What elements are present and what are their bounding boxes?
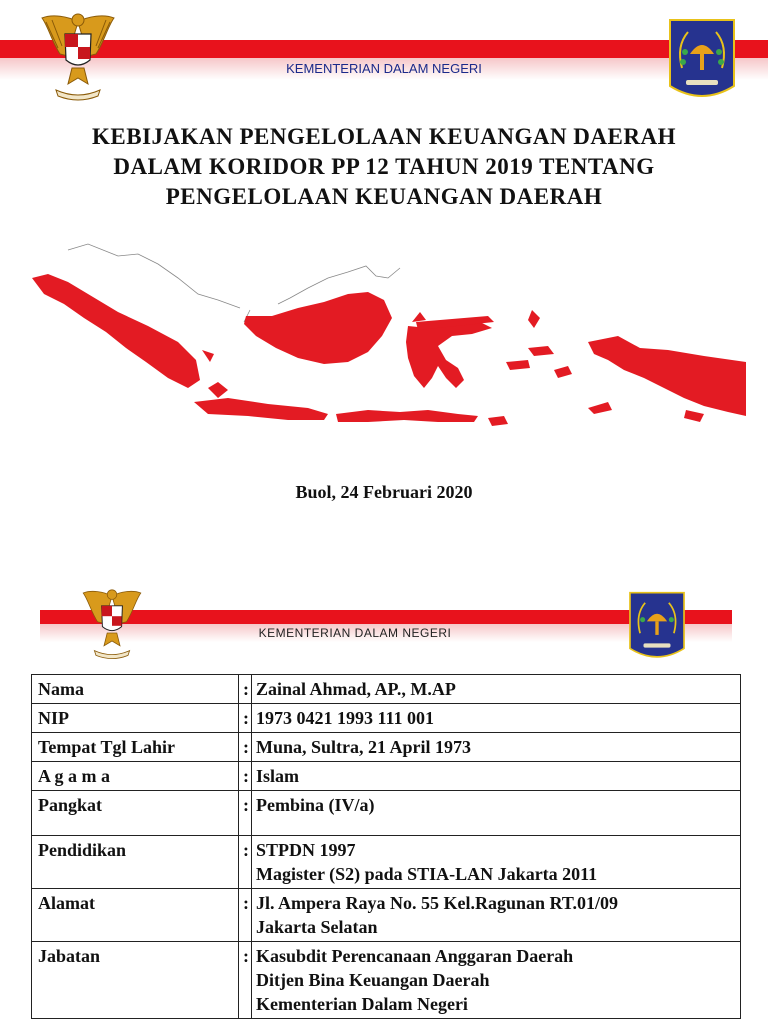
row-value-line: Ditjen Bina Keuangan Daerah xyxy=(256,970,490,990)
row-label: Pangkat xyxy=(32,791,239,836)
row-value-line: STPDN 1997 xyxy=(256,840,356,860)
row-value-line: Zainal Ahmad, AP., M.AP xyxy=(256,679,456,699)
presentation-date: Buol, 24 Februari 2020 xyxy=(295,482,473,502)
title-line: DALAM KORIDOR PP 12 TAHUN 2019 TENTANG xyxy=(113,154,655,179)
table-row xyxy=(32,791,741,836)
garuda-emblem-icon xyxy=(80,583,144,667)
table-row xyxy=(32,889,741,942)
row-value-line: Pembina (IV/a) xyxy=(256,795,375,815)
row-colon: : xyxy=(239,942,252,1019)
row-label: A g a m a xyxy=(32,762,239,791)
table-row xyxy=(32,733,741,762)
row-colon: : xyxy=(239,762,252,791)
table-row xyxy=(32,762,741,791)
title-line: KEBIJAKAN PENGELOLAAN KEUANGAN DAERAH xyxy=(92,124,676,149)
ministry-label: KEMENTERIAN DALAM NEGERI xyxy=(286,61,482,76)
row-value xyxy=(252,791,741,836)
table-row xyxy=(32,942,741,1019)
row-value-line: Jakarta Selatan xyxy=(256,917,378,937)
row-value-line: Jl. Ampera Raya No. 55 Kel.Ragunan RT.01/09 xyxy=(256,893,619,913)
profile-slide xyxy=(0,575,768,1024)
table-row xyxy=(32,675,741,704)
row-value xyxy=(252,704,741,733)
row-value xyxy=(252,733,741,762)
row-value xyxy=(252,889,741,942)
row-value xyxy=(252,762,741,791)
title-line: PENGELOLAAN KEUANGAN DAERAH xyxy=(165,184,603,209)
row-colon: : xyxy=(239,836,252,889)
row-value-line: Islam xyxy=(256,766,300,786)
indonesia-map-icon xyxy=(28,238,748,438)
row-label: Nama xyxy=(32,675,239,704)
profile-table xyxy=(31,674,741,1019)
row-value-line: Kementerian Dalam Negeri xyxy=(256,994,468,1014)
row-colon: : xyxy=(239,733,252,762)
presentation-title xyxy=(0,122,768,212)
table-row xyxy=(32,704,741,733)
row-value xyxy=(252,942,741,1019)
row-colon: : xyxy=(239,791,252,836)
ministry-label: KEMENTERIAN DALAM NEGERI xyxy=(258,626,452,640)
row-value-line: Magister (S2) pada STIA-LAN Jakarta 2011 xyxy=(256,864,598,884)
row-value-line: Muna, Sultra, 21 April 1973 xyxy=(256,737,472,757)
ministry-emblem-icon xyxy=(628,591,686,667)
row-label: NIP xyxy=(32,704,239,733)
table-row xyxy=(32,836,741,889)
row-colon: : xyxy=(239,675,252,704)
row-label: Jabatan xyxy=(32,942,239,1019)
row-value-line: Kasubdit Perencanaan Anggaran Daerah xyxy=(256,946,574,966)
row-label: Pendidikan xyxy=(32,836,239,889)
row-value xyxy=(252,836,741,889)
row-colon: : xyxy=(239,704,252,733)
garuda-emblem-icon xyxy=(38,8,118,108)
row-label: Alamat xyxy=(32,889,239,942)
row-value xyxy=(252,675,741,704)
row-label: Tempat Tgl Lahir xyxy=(32,733,239,762)
row-colon: : xyxy=(239,889,252,942)
row-value-line: 1973 0421 1993 111 001 xyxy=(256,708,435,728)
